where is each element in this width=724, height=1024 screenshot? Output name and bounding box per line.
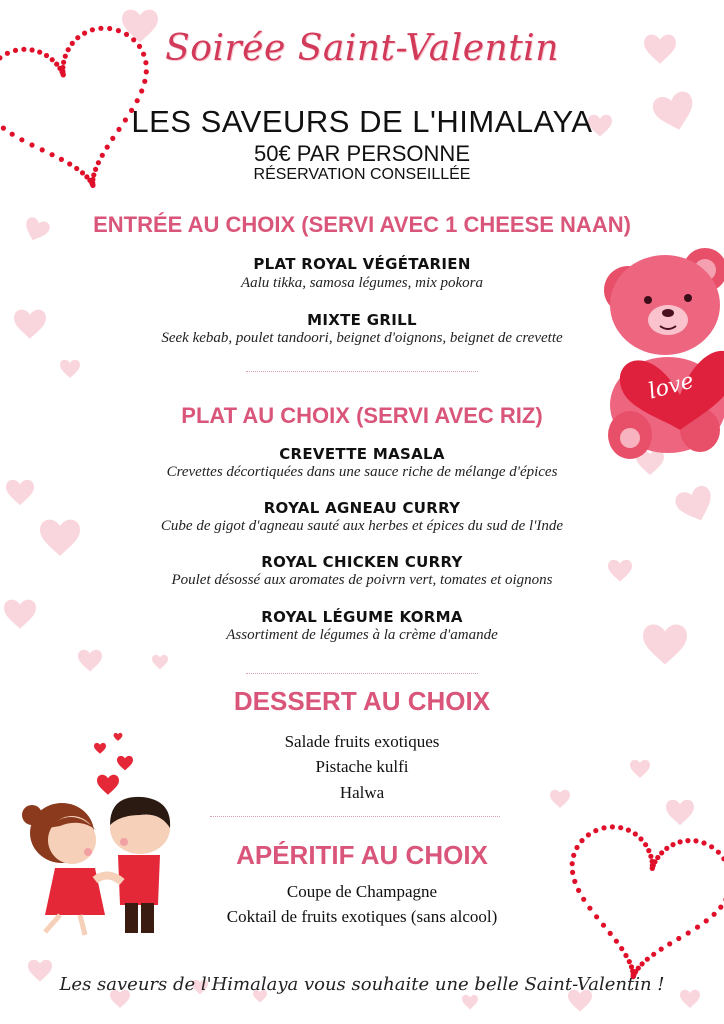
dish-description: Seek kebab, poulet tandoori, beignet d'oignons, beignet de crevette [161,330,563,346]
dish-description: Poulet désossé aux aromates de poivrn vert, tomates et oignons [171,572,553,588]
section-divider [246,371,478,372]
dish-name: MIXTE GRILL [307,311,417,329]
restaurant-name: LES SAVEURS DE L'HIMALAYA [131,104,593,139]
aperitif-item: Coupe de Champagne [286,882,438,901]
dish-description: Assortiment de légumes à la crème d'amande [226,627,498,643]
price-per-person: 50€ PAR PERSONNE [253,141,470,166]
event-title: Soirée Saint-Valentin [165,28,559,69]
dish-description: Crevettes décortiquées dans une sauce riche de mélange d'épices [166,464,558,480]
section-divider [246,673,478,674]
dish-description: Aalu tikka, samosa légumes, mix pokora [240,275,484,291]
dish-name: ROYAL AGNEAU CURRY [263,499,461,517]
dish-name: PLAT ROYAL VÉGÉTARIEN [253,255,471,273]
section-title-aperitif: APÉRITIF AU CHOIX [236,840,488,870]
section-divider [210,816,500,817]
section-title-entree: ENTRÉE AU CHOIX (SERVI AVEC 1 CHEESE NAAN) [93,212,631,237]
teddy-heart-text: love [645,368,697,405]
footer-message: Les saveurs de l'Himalaya vous souhaite une belle Saint-Valentin ! [59,974,665,995]
section-title-plat: PLAT AU CHOIX (SERVI AVEC RIZ) [181,403,543,428]
dish-name: ROYAL LÉGUME KORMA [261,608,463,626]
dessert-item: Salade fruits exotiques [284,732,440,751]
dish-name: ROYAL CHICKEN CURRY [261,553,463,571]
dessert-item: Halwa [339,783,385,802]
dish-description: Cube de gigot d'agneau sauté aux herbes et épices du sud de l'Inde [160,518,564,534]
dessert-item: Pistache kulfi [315,757,409,776]
aperitif-item: Coktail de fruits exotiques (sans alcool) [226,907,498,926]
dish-name: CREVETTE MASALA [279,445,445,463]
reservation-note: RÉSERVATION CONSEILLÉE [253,166,471,183]
section-title-dessert: DESSERT AU CHOIX [233,686,491,716]
